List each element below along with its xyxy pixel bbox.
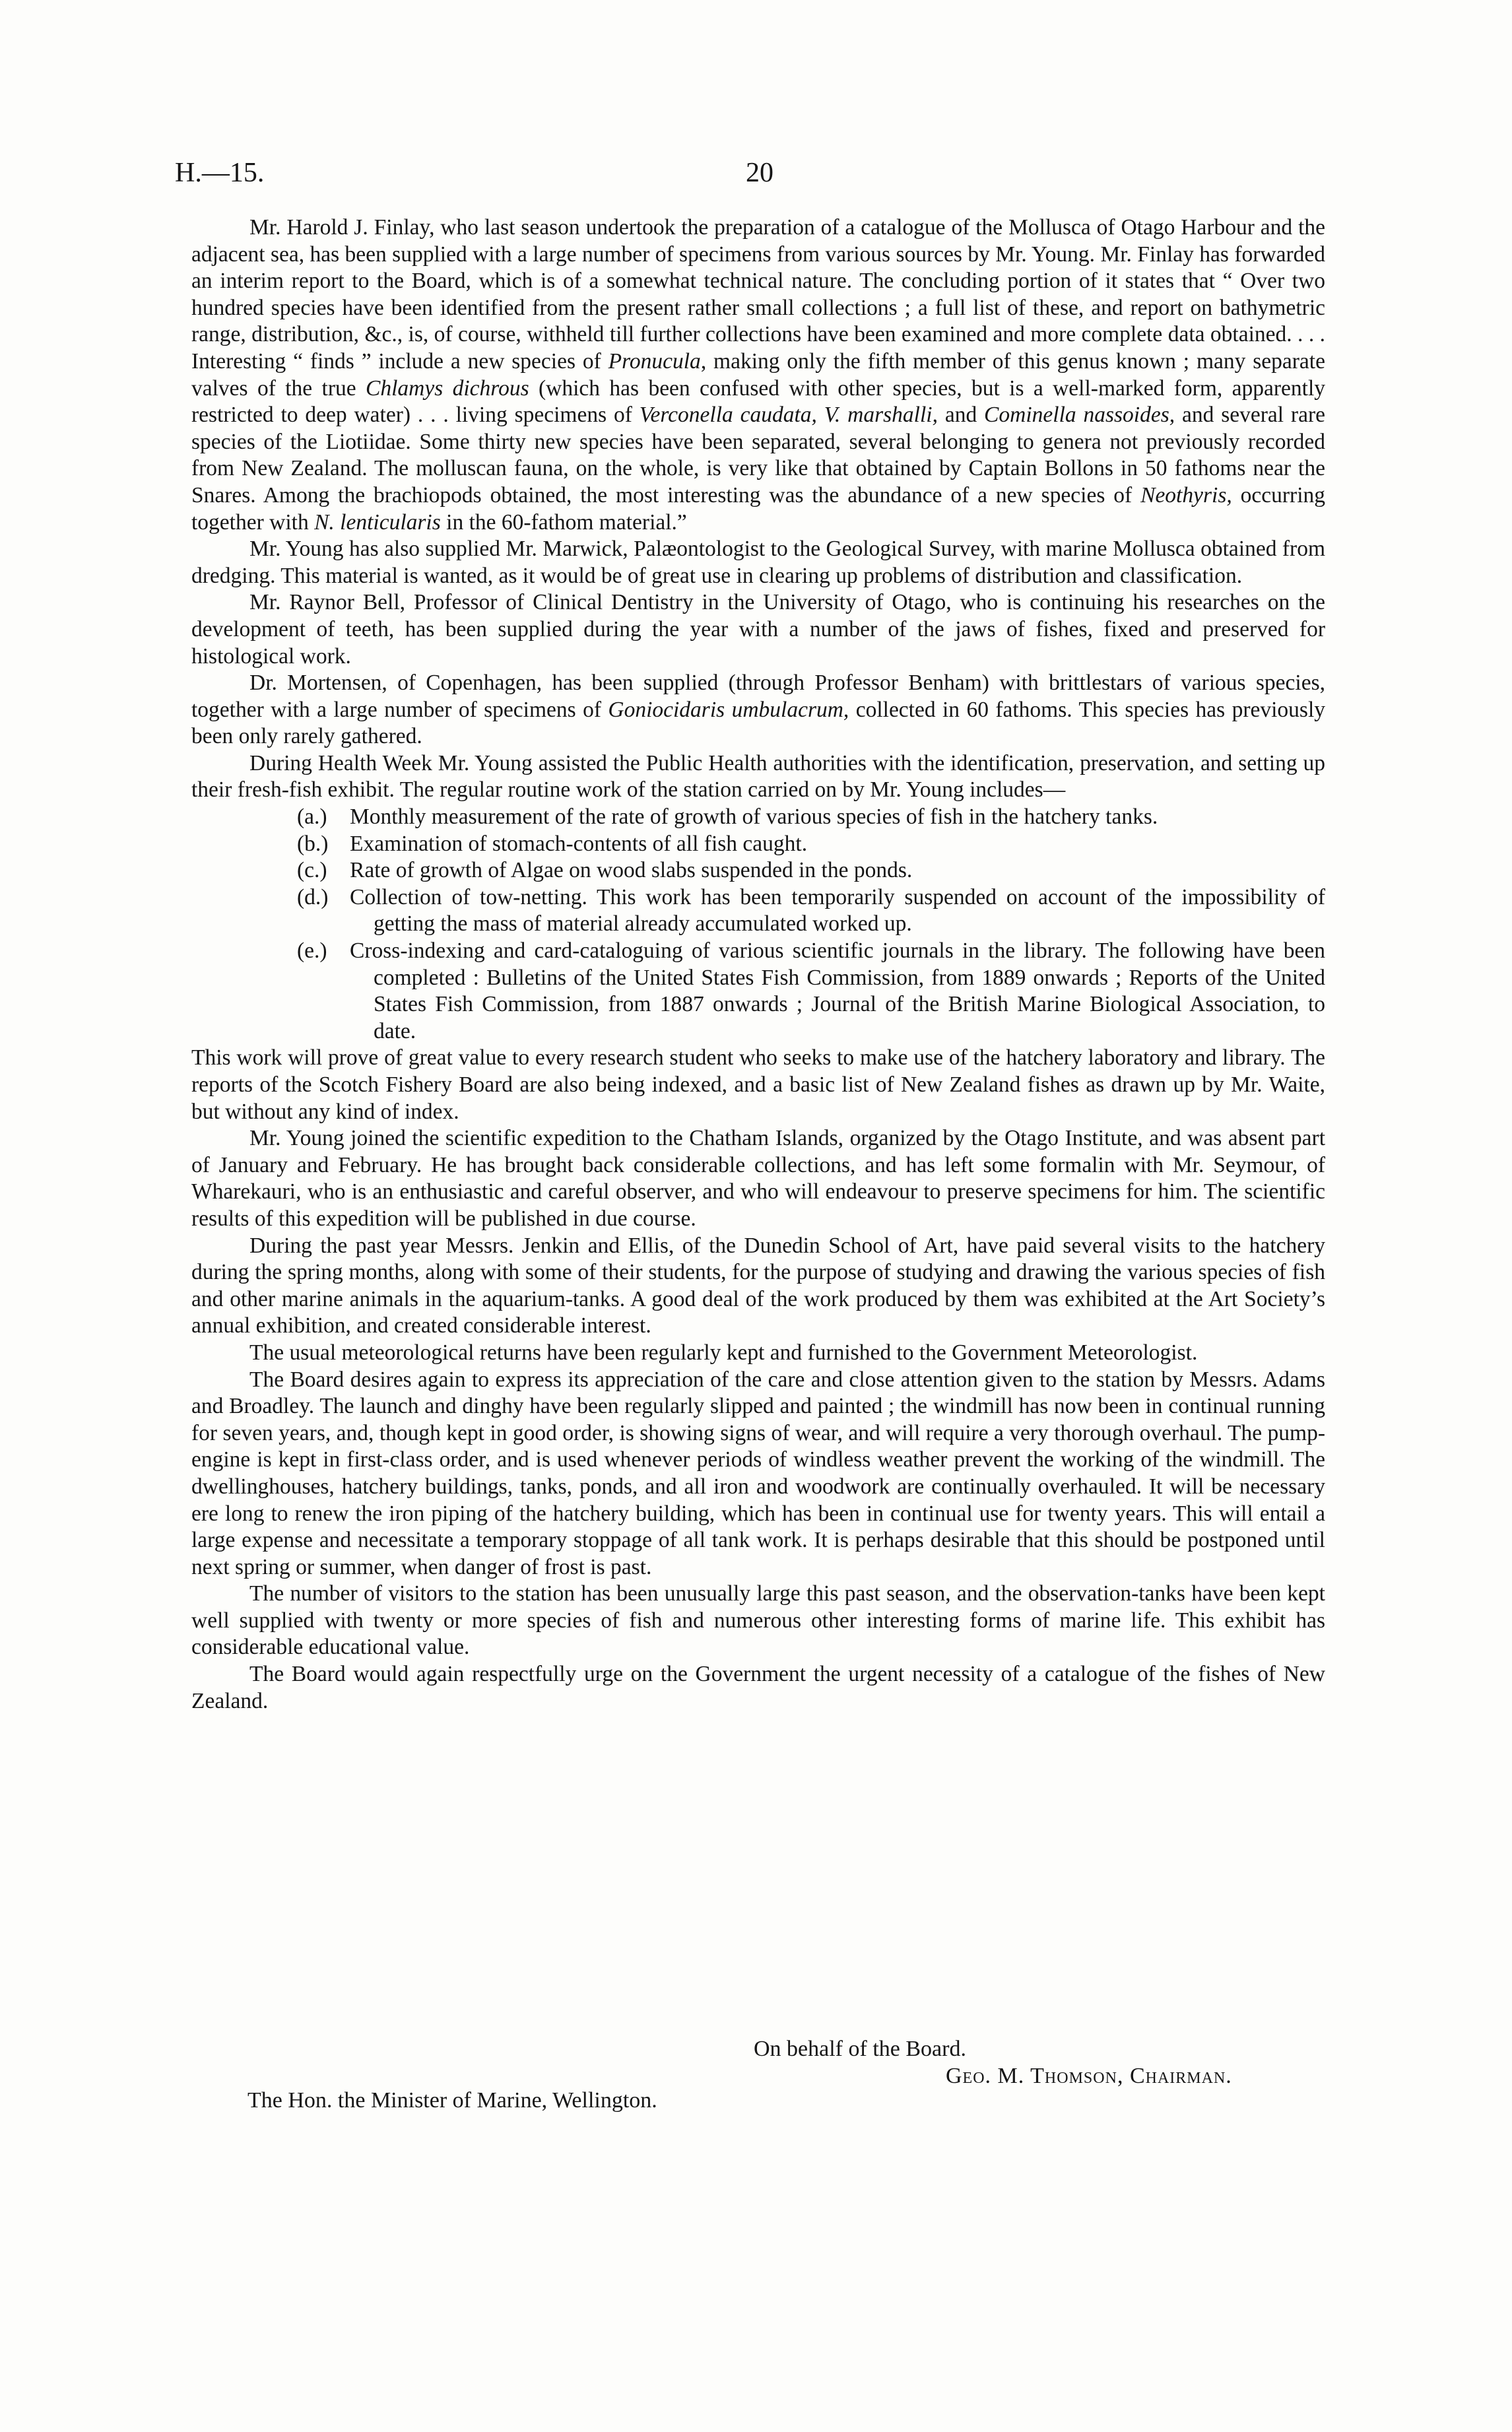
paragraph-school-of-art: During the past year Messrs. Jenkin and Ellis, of the Dunedin School of Art, have paid several visits to the hatchery during the spring months, along with some of their students, for the purpose of studying and drawing the various species of fish and other marine animals in the aquarium-tanks. A good deal of the work produced by them was exhibited at the Art Society’s annual exhibition, and created considerable interest. bbox=[191, 1233, 1325, 1338]
list-marker: (d.) bbox=[297, 884, 329, 909]
signature-name: Geo. M. Thomson, Chairman. bbox=[946, 2064, 1232, 2088]
routine-work-list bbox=[191, 804, 1325, 1045]
list-marker: (b.) bbox=[297, 831, 329, 856]
list-item: (b.) Examination of stomach-contents of all fish caught. bbox=[191, 831, 1325, 858]
paragraph-raynor-bell: Mr. Raynor Bell, Professor of Clinical Dentistry in the University of Otago, who is continuing his researches on the development of teeth, has been supplied during the year with a number of the jaws of fishes, fixed and preserved for histological work. bbox=[191, 590, 1325, 669]
list-item: (e.) Cross-indexing and card-cataloguing of various scientific journals in the library. The following have been completed : Bulletins of the United States Fish Commission, from 1889 onwards ; Reports of the United States Fish Commission, from 1887 onwards ; Journal of the British Marine Biological Association, to date. bbox=[297, 938, 1325, 1043]
list-marker: (a.) bbox=[297, 805, 327, 830]
list-marker: (e.) bbox=[297, 938, 327, 964]
report-body bbox=[191, 214, 1325, 1715]
addressee: The Hon. the Minister of Marine, Wellington. bbox=[247, 2088, 657, 2113]
paragraph-catalogue-request: The Board would again respectfully urge on the Government the urgent necessity of a catalogue of the fishes of New Zealand. bbox=[191, 1662, 1325, 1713]
paragraph-appreciation: The Board desires again to express its appreciation of the care and close attention given to the station by Messrs. Adams and Broadley. The launch and dinghy have been regularly slipped and painted ; the windmill has now been in continual running for seven years, and, though kept in good order, is showing signs of wear, and will require a very thorough overhaul. The pump-engine is kept in first-class order, and is used whenever periods of windless weather prevent the working of the windmill. The dwellinghouses, hatchery buildings, tanks, ponds, and all iron and woodwork are continually overhauled. It will be necessary ere long to renew the iron piping of the hatchery building, which has been in continual use for twenty years. This will entail a large expense and necessitate a temporary stoppage of all tank work. It is perhaps desirable that this should be postponed until next spring or summer, when danger of frost is past. bbox=[191, 1367, 1325, 1579]
paragraph-visitors: The number of visitors to the station has been unusually large this past season, and the observation-tanks have been kept well supplied with twenty or more species of fish and numerous other interesting forms of marine life. This exhibit has considerable educational value. bbox=[191, 1581, 1325, 1660]
paragraph-chatham-expedition: Mr. Young joined the scientific expedition to the Chatham Islands, organized by the Otago Institute, and was absent part of January and February. He has brought back considerable collections, and has left some formalin with Mr. Seymour, of Wharekauri, who is an enthusiastic and careful observer, and who will endeavour to preserve specimens for him. The scientific results of this expedition will be published in due course. bbox=[191, 1126, 1325, 1231]
page-header-code: H.—15. bbox=[175, 158, 265, 188]
paragraph-finlay: Mr. Harold J. Finlay, who last season undertook the preparation of a catalogue of the Mollusca of Otago Harbour and the adjacent sea, has been supplied with a large number of specimens from various sources by Mr. Young. Mr. Finlay has forwarded an interim report to the Board, which is of a somewhat technical nature. The concluding portion of it states that “ Over two hundred species have been identified from the present rather small collections ; a full list of these, and report on bathymetric range, distribution, &c., is, of course, withheld till further collections have been examined and more complete data obtained. . . . Interesting “ finds ” include a new species of Pronucula, making only the fifth member of this genus known ; many separate valves of the true Chlamys dichrous (which has been confused with other species, but is a well-marked form, apparently restricted to deep water) . . . living specimens of Verconella caudata, V. marshalli, and Cominella nassoides, and several rare species of the Liotiidae. Some thirty new species have been separated, several belonging to genera not previously recorded from New Zealand. The molluscan fauna, on the whole, is very like that obtained by Captain Bollons in 50 fathoms near the Snares. Among the brachiopods obtained, the most interesting was the abundance of a new species of Neothyris, occurring together with N. lenticularis in the 60-fathom material.” bbox=[191, 215, 1326, 535]
list-marker: (c.) bbox=[297, 858, 327, 883]
signature-on-behalf: On behalf of the Board. bbox=[754, 2037, 966, 2061]
paragraph-library-value: This work will prove of great value to every research student who seeks to make use of the hatchery laboratory and library. The reports of the Scotch Fishery Board are also being indexed, and a basic list of New Zealand fishes as drawn up by Mr. Waite, but without any kind of index. bbox=[191, 1045, 1325, 1124]
paragraph-marwick: Mr. Young has also supplied Mr. Marwick, Palæontologist to the Geological Survey, with marine Mollusca obtained from dredging. This material is wanted, as it would be of great use in clearing up problems of distribution and classification. bbox=[191, 537, 1325, 588]
list-item: (d.) Collection of tow-netting. This work has been temporarily suspended on account of the impossibility of getting the mass of material already accumulated worked up. bbox=[297, 884, 1325, 937]
page-number: 20 bbox=[746, 158, 773, 188]
paragraph-meteorological: The usual meteorological returns have been regularly kept and furnished to the Government Meteorologist. bbox=[249, 1340, 1198, 1365]
paragraph-health-week: During Health Week Mr. Young assisted the Public Health authorities with the identification, preservation, and setting up their fresh-fish exhibit. The regular routine work of the station carried on by Mr. Young includes— bbox=[191, 750, 1325, 803]
list-item: (c.) Rate of growth of Algae on wood slabs suspended in the ponds. bbox=[191, 857, 1325, 884]
paragraph-mortensen: Dr. Mortensen, of Copenhagen, has been supplied (through Professor Benham) with brittlestars of various species, together with a large number of specimens of Goniocidaris umbulacrum, collected in 60 fathoms. This species has previously been only rarely gathered. bbox=[191, 671, 1325, 749]
list-item: (a.) Monthly measurement of the rate of growth of various species of fish in the hatchery tanks. bbox=[191, 804, 1325, 831]
